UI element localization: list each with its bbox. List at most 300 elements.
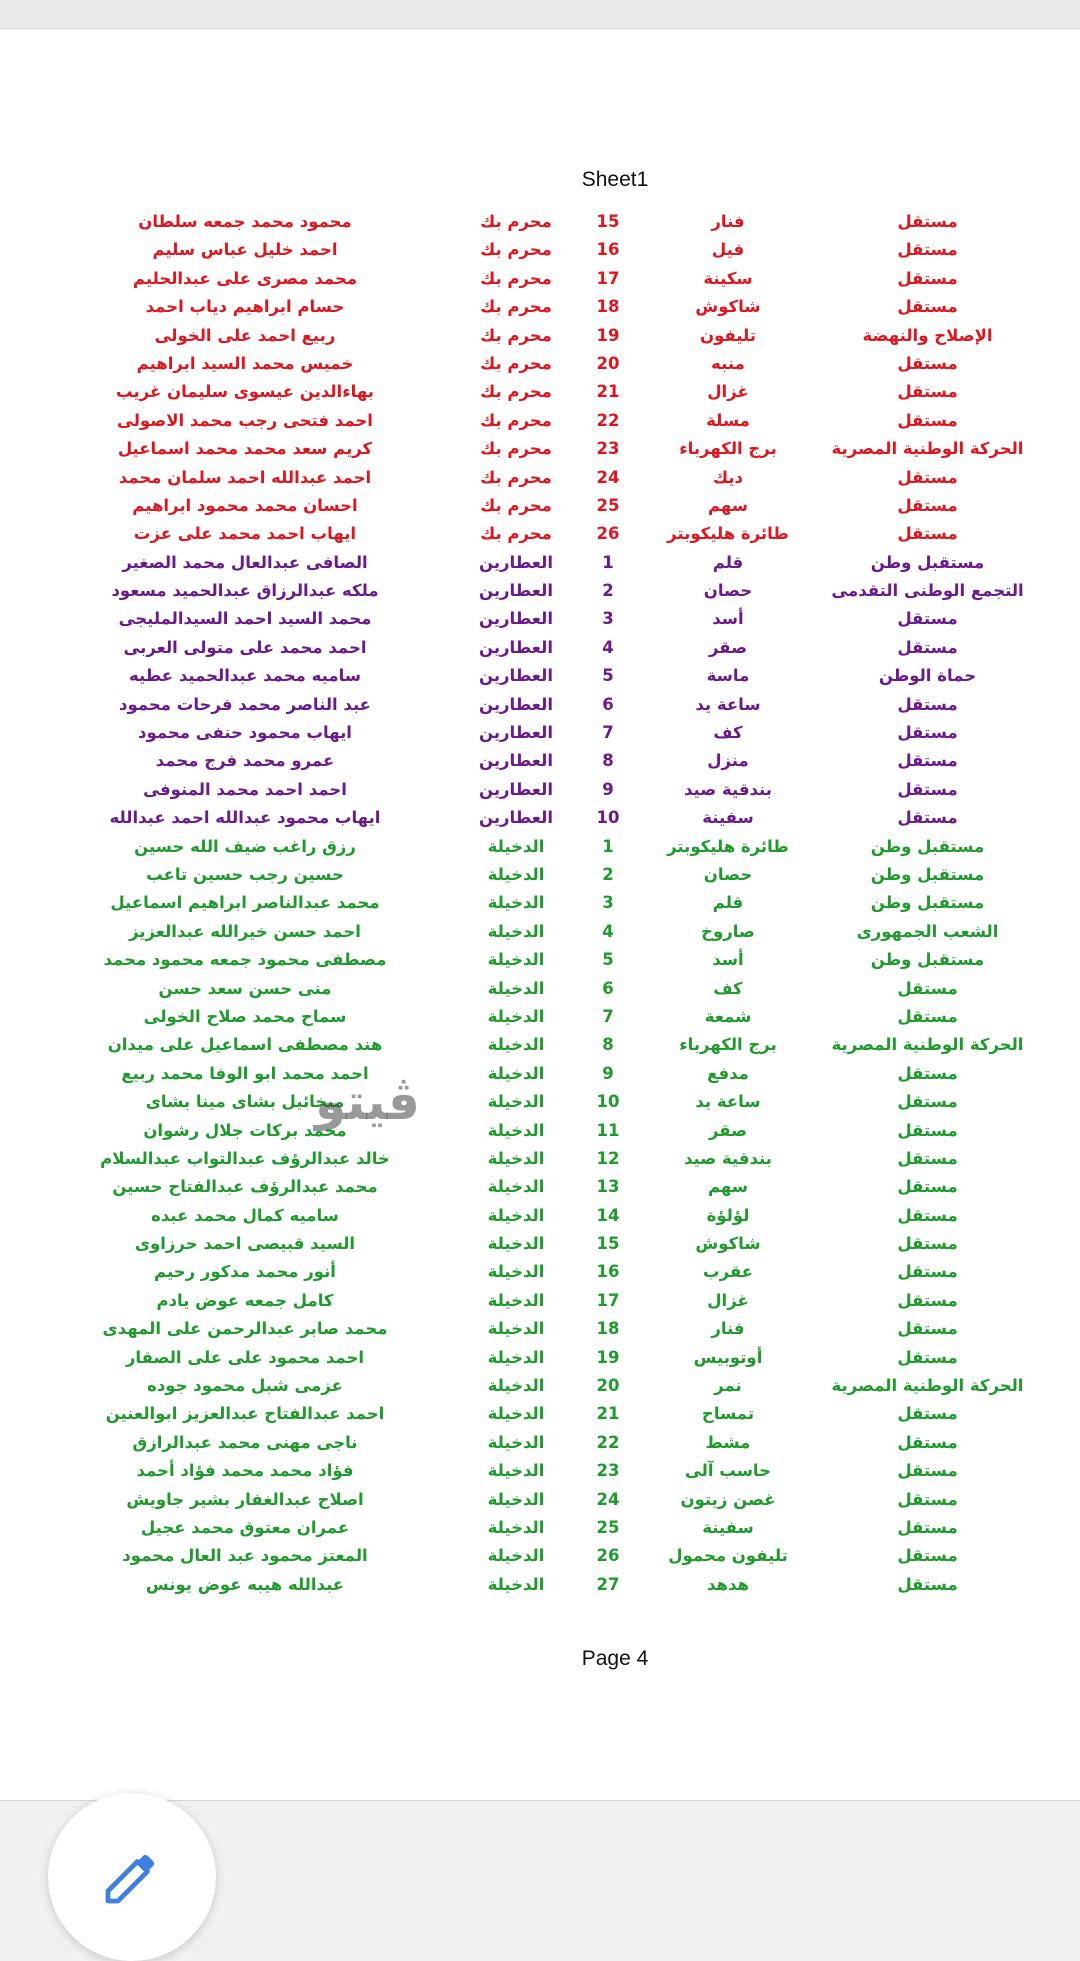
table-row — [0, 1062, 1080, 1090]
number-cell: 6 — [602, 694, 614, 714]
symbol-cell: عقرب — [703, 1262, 753, 1282]
candidate-name-cell: منى حسن سعد حسن — [158, 978, 332, 998]
number-cell: 17 — [596, 1290, 620, 1310]
party-cell: التجمع الوطنى التقدمى — [831, 581, 1024, 601]
symbol-cell: صقر — [708, 1120, 748, 1140]
party-cell: مستقبل وطن — [870, 864, 985, 884]
number-cell: 7 — [602, 723, 614, 743]
symbol-cell: نمر — [714, 1376, 742, 1396]
candidate-name-cell: عمرو محمد فرج محمد — [155, 751, 335, 771]
symbol-cell: كف — [713, 723, 743, 743]
symbol-cell: سهم — [707, 495, 749, 515]
number-cell: 16 — [596, 240, 620, 260]
number-cell: 3 — [602, 893, 614, 913]
party-cell: مستقل — [897, 1092, 958, 1112]
area-cell: العطارين — [479, 609, 553, 629]
area-cell: محرم بك — [480, 382, 552, 402]
party-cell: مستقل — [897, 1148, 958, 1168]
area-cell: الدخيلة — [487, 1205, 545, 1225]
symbol-cell: حصان — [703, 581, 753, 601]
number-cell: 20 — [596, 353, 620, 373]
number-cell: 21 — [596, 382, 620, 402]
table-row — [0, 891, 1080, 919]
candidate-name-cell: محمد عبدالرؤف عبدالفتاح حسين — [112, 1177, 378, 1197]
number-cell: 9 — [602, 779, 614, 799]
table-row — [0, 522, 1080, 550]
symbol-cell: صقر — [708, 637, 748, 657]
table-row — [0, 749, 1080, 777]
table-row — [0, 1317, 1080, 1345]
area-cell: الدخيلة — [487, 950, 545, 970]
table-row — [0, 1374, 1080, 1402]
area-cell: الدخيلة — [487, 1262, 545, 1282]
party-cell: الإصلاح والنهضة — [862, 325, 993, 345]
symbol-cell: أسد — [712, 950, 744, 970]
area-cell: محرم بك — [480, 297, 552, 317]
number-cell: 6 — [602, 978, 614, 998]
candidate-name-cell: ايهاب محمود عبدالله احمد عبدالله — [109, 808, 381, 828]
candidate-name-cell: مصطفى محمود جمعه محمود محمد — [103, 950, 387, 970]
table-row — [0, 835, 1080, 863]
symbol-cell: منزل — [707, 751, 749, 771]
candidate-name-cell: ايهاب احمد محمد على عزت — [133, 524, 357, 544]
candidate-name-cell: حسام ابراهيم دياب احمد — [145, 297, 345, 317]
page-number: Page 4 — [581, 1647, 649, 1670]
table-row — [0, 1573, 1080, 1601]
party-cell: مستقل — [897, 410, 958, 430]
number-cell: 3 — [602, 609, 614, 629]
party-cell: الحركة الوطنية المصرية — [831, 439, 1024, 459]
candidate-name-cell: سماح محمد صلاح الخولى — [143, 1006, 347, 1026]
table-row — [0, 693, 1080, 721]
table-row — [0, 920, 1080, 948]
table-row — [0, 1033, 1080, 1061]
symbol-cell: تليفون — [700, 325, 756, 345]
party-cell: مستقل — [897, 808, 958, 828]
watermark-logo: ڤيتو — [315, 1073, 420, 1131]
area-cell: محرم بك — [480, 268, 552, 288]
symbol-cell: ماسة — [706, 666, 750, 686]
candidate-name-cell: احمد عبدالفتاح عبدالعزيز ابوالعنين — [105, 1404, 385, 1424]
candidate-name-cell: محمد عبدالناصر ابراهيم اسماعيل — [110, 893, 380, 913]
symbol-cell: سكينة — [703, 268, 753, 288]
table-row — [0, 1544, 1080, 1572]
number-cell: 19 — [596, 325, 620, 345]
table-row — [0, 1488, 1080, 1516]
candidate-name-cell: ناجى مهنى محمد عبدالرازق — [132, 1432, 358, 1452]
candidate-name-cell: محمد صابر عبدالرحمن على المهدى — [102, 1319, 388, 1339]
party-cell: مستقل — [897, 297, 958, 317]
area-cell: الدخيلة — [487, 1432, 545, 1452]
table-row — [0, 636, 1080, 664]
party-cell: الحركة الوطنية المصرية — [831, 1035, 1024, 1055]
party-cell: حماة الوطن — [878, 666, 977, 686]
party-cell: مستقل — [897, 1234, 958, 1254]
area-cell: محرم بك — [480, 524, 552, 544]
number-cell: 7 — [602, 1006, 614, 1026]
table-row — [0, 1459, 1080, 1487]
symbol-cell: كف — [713, 978, 743, 998]
area-cell: محرم بك — [480, 467, 552, 487]
number-cell: 24 — [596, 467, 620, 487]
symbol-cell: ديك — [712, 467, 744, 487]
candidate-name-cell: ميخائيل بشاى مينا بشاى — [145, 1092, 345, 1112]
candidate-name-cell: ربيع احمد على الخولى — [154, 325, 336, 345]
symbol-cell: حاسب آلى — [684, 1461, 772, 1481]
candidate-name-cell: الصافى عبدالعال محمد الصغير — [122, 552, 368, 572]
number-cell: 1 — [602, 836, 614, 856]
area-cell: الدخيلة — [487, 1347, 545, 1367]
party-cell: مستقل — [897, 1262, 958, 1282]
area-cell: الدخيلة — [487, 836, 545, 856]
symbol-cell: مسلة — [706, 410, 750, 430]
table-row — [0, 778, 1080, 806]
symbol-cell: أسد — [712, 609, 744, 629]
candidate-name-cell: عزمى شبل محمود جوده — [147, 1376, 343, 1396]
symbol-cell: تليفون محمول — [668, 1546, 788, 1566]
number-cell: 15 — [596, 1234, 620, 1254]
area-cell: الدخيلة — [487, 1461, 545, 1481]
area-cell: العطارين — [479, 666, 553, 686]
table-row — [0, 1431, 1080, 1459]
area-cell: محرم بك — [480, 325, 552, 345]
party-cell: مستقل — [897, 1404, 958, 1424]
number-cell: 12 — [596, 1148, 620, 1168]
party-cell: مستقل — [897, 268, 958, 288]
symbol-cell: شاكوش — [695, 1234, 761, 1254]
number-cell: 23 — [596, 1461, 620, 1481]
party-cell: الحركة الوطنية المصرية — [831, 1376, 1024, 1396]
candidate-name-cell: رزق راغب ضيف الله حسين — [134, 836, 356, 856]
number-cell: 26 — [596, 1546, 620, 1566]
number-cell: 5 — [602, 666, 614, 686]
candidate-name-cell: عمران معتوق محمد عجيل — [140, 1517, 350, 1537]
party-cell: مستقل — [897, 1432, 958, 1452]
party-cell: مستقبل وطن — [870, 552, 985, 572]
candidate-name-cell: احمد فتحى رجب محمد الاصولى — [117, 410, 373, 430]
symbol-cell: طائرة هليكوبتر — [667, 524, 789, 544]
symbol-cell: فيل — [711, 240, 745, 260]
party-cell: مستقل — [897, 1290, 958, 1310]
table-row — [0, 1260, 1080, 1288]
candidate-name-cell: حسين رجب حسين تاعب — [146, 864, 344, 884]
symbol-cell: شاكوش — [695, 297, 761, 317]
party-cell: مستقل — [897, 1006, 958, 1026]
table-row — [0, 1147, 1080, 1175]
symbol-cell: لؤلؤة — [706, 1205, 750, 1225]
table-row — [0, 806, 1080, 834]
symbol-cell: قلم — [712, 893, 744, 913]
area-cell: العطارين — [479, 751, 553, 771]
party-cell: مستقل — [897, 723, 958, 743]
number-cell: 24 — [596, 1489, 620, 1509]
number-cell: 8 — [602, 751, 614, 771]
document-page — [0, 30, 1080, 1801]
area-cell: الدخيلة — [487, 1404, 545, 1424]
area-cell: العطارين — [479, 694, 553, 714]
party-cell: مستقل — [897, 1177, 958, 1197]
table-row — [0, 1175, 1080, 1203]
symbol-cell: ساعة يد — [695, 694, 761, 714]
party-cell: مستقل — [897, 779, 958, 799]
table-row — [0, 721, 1080, 749]
sheet-title: Sheet1 — [581, 168, 649, 191]
table-row — [0, 863, 1080, 891]
candidate-name-cell: السيد قبيصى احمد حرزاوى — [134, 1234, 356, 1254]
number-cell: 11 — [596, 1120, 620, 1140]
candidate-name-cell: اصلاح عبدالغفار بشير جاويش — [126, 1489, 364, 1509]
number-cell: 22 — [596, 1432, 620, 1452]
candidate-name-cell: فؤاد محمد محمد فؤاد أحمد — [136, 1461, 354, 1481]
candidate-name-cell: احمد عبدالله احمد سلمان محمد — [118, 467, 372, 487]
table-row — [0, 1346, 1080, 1374]
symbol-cell: غصن زيتون — [680, 1489, 776, 1509]
party-cell: مستقل — [897, 212, 958, 231]
area-cell: محرم بك — [480, 439, 552, 459]
area-cell: الدخيلة — [487, 1063, 545, 1083]
candidate-name-cell: احمد محمد ابو الوفا محمد ربيع — [121, 1063, 369, 1083]
area-cell: العطارين — [479, 552, 553, 572]
party-cell: مستقل — [897, 240, 958, 260]
party-cell: مستقل — [897, 1205, 958, 1225]
number-cell: 5 — [602, 950, 614, 970]
symbol-cell: أوتوبيس — [693, 1347, 763, 1367]
number-cell: 8 — [602, 1035, 614, 1055]
area-cell: الدخيلة — [487, 1574, 545, 1594]
candidate-name-cell: خالد عبدالرؤف عبدالتواب عبدالسلام — [100, 1148, 390, 1168]
table-row — [0, 1516, 1080, 1544]
viewer-top-strip — [0, 0, 1080, 29]
symbol-cell: غزال — [707, 382, 749, 402]
number-cell: 17 — [596, 268, 620, 288]
candidate-name-cell: المعتز محمود عبد العال محمود — [122, 1546, 368, 1566]
symbol-cell: شمعة — [704, 1006, 752, 1026]
candidate-name-cell: هند مصطفى اسماعيل على ميدان — [107, 1035, 383, 1055]
area-cell: محرم بك — [480, 212, 552, 231]
candidate-name-cell: احمد محمد على متولى العربى — [123, 637, 367, 657]
candidate-name-cell: احسان محمد محمود ابراهيم — [132, 495, 358, 515]
area-cell: محرم بك — [480, 240, 552, 260]
symbol-cell: برج الكهرباء — [679, 1035, 777, 1055]
table-row — [0, 267, 1080, 295]
table-row — [0, 437, 1080, 465]
party-cell: مستقل — [897, 1546, 958, 1566]
party-cell: مستقل — [897, 467, 958, 487]
party-cell: مستقل — [897, 1489, 958, 1509]
candidate-name-cell: عبد الناصر محمد فرحات محمود — [119, 694, 371, 714]
candidate-table — [0, 210, 1080, 1601]
party-cell: مستقل — [897, 353, 958, 373]
party-cell: مستقل — [897, 1063, 958, 1083]
area-cell: الدخيلة — [487, 1092, 545, 1112]
symbol-cell: صاروخ — [701, 921, 755, 941]
area-cell: العطارين — [479, 808, 553, 828]
number-cell: 13 — [596, 1177, 620, 1197]
area-cell: الدخيلة — [487, 1290, 545, 1310]
symbol-cell: فنار — [711, 212, 745, 231]
table-row — [0, 1402, 1080, 1430]
party-cell: مستقبل وطن — [870, 893, 985, 913]
area-cell: الدخيلة — [487, 1376, 545, 1396]
candidate-name-cell: بهاءالدين عيسوى سليمان غريب — [116, 382, 374, 402]
party-cell: مستقل — [897, 524, 958, 544]
candidate-name-cell: احمد حسن خيرالله عبدالعزيز — [129, 921, 361, 941]
number-cell: 26 — [596, 524, 620, 544]
table-row — [0, 409, 1080, 437]
symbol-cell: بندقية صيد — [684, 779, 772, 799]
candidate-name-cell: محمد بركات جلال رشوان — [143, 1120, 347, 1140]
number-cell: 22 — [596, 410, 620, 430]
number-cell: 27 — [596, 1574, 620, 1594]
pencil-icon — [100, 1845, 164, 1909]
table-row — [0, 1090, 1080, 1118]
table-row — [0, 324, 1080, 352]
area-cell: الدخيلة — [487, 921, 545, 941]
symbol-cell: ساعة يد — [695, 1092, 761, 1112]
party-cell: مستقل — [897, 1574, 958, 1594]
number-cell: 10 — [596, 1092, 620, 1112]
candidate-name-cell: ساميه كمال محمد عبده — [151, 1205, 339, 1225]
table-row — [0, 352, 1080, 380]
table-row — [0, 380, 1080, 408]
candidate-name-cell: عبدالله هيبه عوض يونس — [145, 1574, 345, 1594]
candidate-name-cell: محمد السيد احمد السيدالمليجى — [118, 609, 372, 629]
symbol-cell: فنار — [711, 1319, 745, 1339]
party-cell: الشعب الجمهورى — [856, 921, 999, 941]
area-cell: الدخيلة — [487, 1319, 545, 1339]
candidate-name-cell: أنور محمد مدكور رحيم — [154, 1262, 336, 1282]
party-cell: مستقل — [897, 1461, 958, 1481]
symbol-cell: حصان — [703, 864, 753, 884]
area-cell: الدخيلة — [487, 1177, 545, 1197]
table-row — [0, 295, 1080, 323]
symbol-cell: برج الكهرباء — [679, 439, 777, 459]
party-cell: مستقل — [897, 609, 958, 629]
table-row — [0, 1232, 1080, 1260]
party-cell: مستقل — [897, 382, 958, 402]
table-row — [0, 579, 1080, 607]
number-cell: 21 — [596, 1404, 620, 1424]
table-row — [0, 948, 1080, 976]
candidate-name-cell: ايهاب محمود حنفى محمود — [138, 723, 352, 743]
candidate-name-cell: محمود محمد جمعه سلطان — [138, 212, 352, 231]
number-cell: 25 — [596, 1517, 620, 1537]
area-cell: العطارين — [479, 723, 553, 743]
number-cell: 18 — [596, 297, 620, 317]
table-row — [0, 466, 1080, 494]
number-cell: 16 — [596, 1262, 620, 1282]
symbol-cell: سفينة — [702, 808, 754, 828]
number-cell: 10 — [596, 808, 620, 828]
candidate-name-cell: احمد محمود على على الصقار — [125, 1347, 365, 1367]
candidate-name-cell: محمد مصرى على عبدالحليم — [132, 268, 358, 288]
party-cell: مستقبل وطن — [870, 950, 985, 970]
party-cell: مستقل — [897, 495, 958, 515]
area-cell: الدخيلة — [487, 1234, 545, 1254]
table-row — [0, 238, 1080, 266]
party-cell: مستقل — [897, 1319, 958, 1339]
area-cell: الدخيلة — [487, 978, 545, 998]
candidate-name-cell: ملكه عبدالرزاق عبدالحميد مسعود — [111, 581, 379, 601]
candidate-name-cell: احمد احمد محمد المنوفى — [143, 779, 347, 799]
number-cell: 20 — [596, 1376, 620, 1396]
table-row — [0, 494, 1080, 522]
symbol-cell: بندقية صيد — [684, 1148, 772, 1168]
symbol-cell: غزال — [707, 1290, 749, 1310]
party-cell: مستقل — [897, 1347, 958, 1367]
area-cell: الدخيلة — [487, 1489, 545, 1509]
symbol-cell: مشط — [705, 1432, 751, 1452]
area-cell: الدخيلة — [487, 1035, 545, 1055]
symbol-cell: سفينة — [702, 1517, 754, 1537]
area-cell: محرم بك — [480, 410, 552, 430]
number-cell: 15 — [596, 212, 620, 231]
area-cell: محرم بك — [480, 353, 552, 373]
area-cell: الدخيلة — [487, 1546, 545, 1566]
table-row — [0, 210, 1080, 238]
party-cell: مستقل — [897, 978, 958, 998]
table-row — [0, 977, 1080, 1005]
table-row — [0, 607, 1080, 635]
area-cell: الدخيلة — [487, 864, 545, 884]
area-cell: الدخيلة — [487, 1148, 545, 1168]
candidate-name-cell: احمد خليل عباس سليم — [152, 240, 338, 260]
symbol-cell: تمساح — [701, 1404, 755, 1424]
symbol-cell: مدفع — [707, 1063, 749, 1083]
candidate-name-cell: كامل جمعه عوض يادم — [156, 1290, 334, 1310]
party-cell: مستقل — [897, 637, 958, 657]
symbol-cell: سهم — [707, 1177, 749, 1197]
area-cell: محرم بك — [480, 495, 552, 515]
area-cell: العطارين — [479, 637, 553, 657]
area-cell: الدخيلة — [487, 1120, 545, 1140]
number-cell: 2 — [602, 581, 614, 601]
area-cell: الدخيلة — [487, 893, 545, 913]
edit-fab-button[interactable] — [48, 1793, 216, 1961]
area-cell: الدخيلة — [487, 1006, 545, 1026]
table-row — [0, 1005, 1080, 1033]
number-cell: 19 — [596, 1347, 620, 1367]
party-cell: مستقل — [897, 1517, 958, 1537]
number-cell: 2 — [602, 864, 614, 884]
symbol-cell: قلم — [712, 552, 744, 572]
table-row — [0, 1119, 1080, 1147]
number-cell: 1 — [602, 552, 614, 572]
number-cell: 18 — [596, 1319, 620, 1339]
number-cell: 9 — [602, 1063, 614, 1083]
table-row — [0, 1204, 1080, 1232]
number-cell: 23 — [596, 439, 620, 459]
area-cell: الدخيلة — [487, 1517, 545, 1537]
number-cell: 4 — [602, 637, 614, 657]
symbol-cell: منبه — [711, 353, 745, 373]
symbol-cell: هدهد — [707, 1574, 749, 1594]
number-cell: 25 — [596, 495, 620, 515]
party-cell: مستقل — [897, 1120, 958, 1140]
candidate-name-cell: خميس محمد السيد ابراهيم — [136, 353, 354, 373]
number-cell: 4 — [602, 921, 614, 941]
symbol-cell: طائرة هليكوبتر — [667, 836, 789, 856]
table-row — [0, 664, 1080, 692]
table-row — [0, 551, 1080, 579]
party-cell: مستقل — [897, 694, 958, 714]
area-cell: العطارين — [479, 581, 553, 601]
area-cell: العطارين — [479, 779, 553, 799]
table-row — [0, 1289, 1080, 1317]
candidate-name-cell: ساميه محمد عبدالحميد عطيه — [128, 666, 361, 686]
party-cell: مستقبل وطن — [870, 836, 985, 856]
candidate-name-cell: كريم سعد محمد محمد اسماعيل — [117, 439, 373, 459]
